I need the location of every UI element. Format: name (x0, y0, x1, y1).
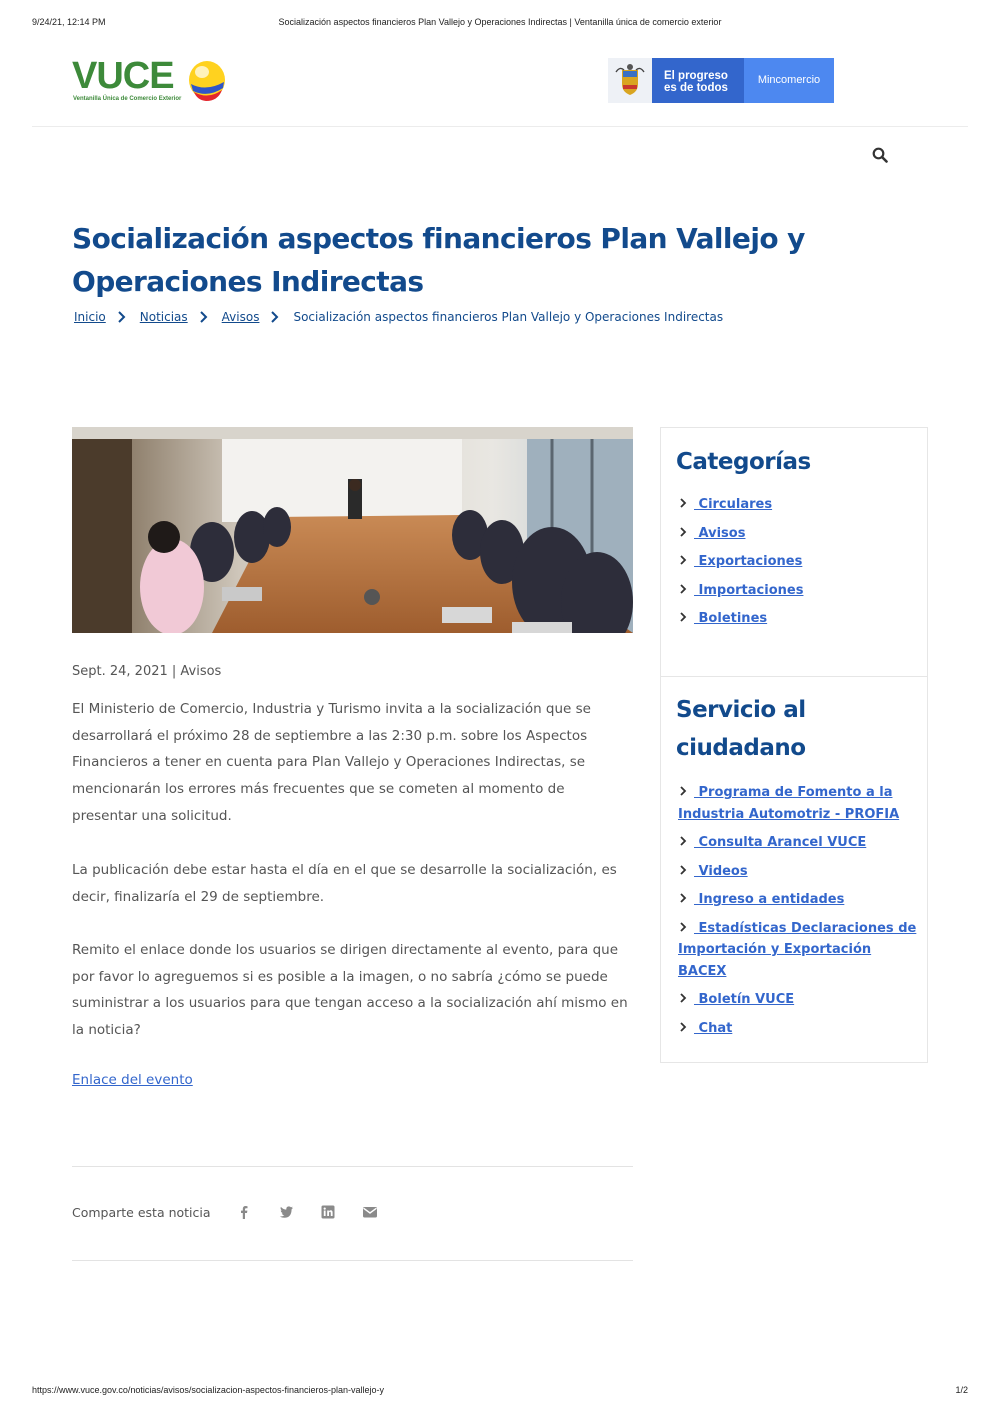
breadcrumb-home-link[interactable]: Inicio (74, 310, 106, 324)
chevron-right-icon (678, 1022, 688, 1032)
gov-progress-badge (652, 58, 744, 103)
chevron-right-icon (678, 893, 688, 903)
event-link[interactable]: Enlace del evento (72, 1072, 193, 1088)
print-header (32, 17, 968, 31)
service-item[interactable] (678, 918, 923, 983)
print-footer (32, 1385, 968, 1399)
print-title: Socialización aspectos financieros Plan Vallejo y Operaciones Indirectas | Ventanilla única de comercio exterior (278, 17, 722, 27)
chevron-right-icon (678, 612, 688, 622)
chevron-right-icon (266, 310, 286, 324)
chevron-right-icon (678, 836, 688, 846)
share-label: Comparte esta noticia (72, 1205, 211, 1220)
chevron-right-icon (678, 527, 688, 537)
service-heading: Servicio al ciudadano (676, 697, 806, 761)
mincomercio-label[interactable]: Mincomercio (744, 58, 834, 103)
chevron-right-icon (678, 498, 688, 508)
print-date: 9/24/21, 12:14 PM (32, 17, 106, 27)
facebook-icon (236, 1204, 252, 1220)
service-list (678, 782, 923, 1046)
chevron-right-icon (678, 584, 688, 594)
linkedin-icon (320, 1204, 336, 1220)
sidebar (660, 427, 928, 1063)
page-title: Socialización aspectos financieros Plan Vallejo y Operaciones Indirectas (72, 222, 805, 298)
service-item[interactable] (678, 861, 923, 883)
print-url: https://www.vuce.gov.co/noticias/avisos/socializacion-aspectos-financieros-plan-vallejo-y (32, 1385, 384, 1395)
article-meta: Sept. 24, 2021 | Avisos (72, 664, 222, 679)
service-item[interactable] (678, 1018, 923, 1040)
category-link-boletines[interactable]: Boletines (694, 611, 768, 626)
logo-subtitle: Ventanilla Única de Comercio Exterior (73, 96, 182, 102)
article-paragraph-2: La publicación debe estar hasta el día en el que se desarrolle la socialización, es decir, finalizaría el 29 de septiembre. (72, 862, 617, 905)
service-item[interactable] (678, 782, 923, 825)
sidebar-divider (661, 676, 927, 677)
categories-heading: Categorías (676, 449, 811, 475)
article-paragraph-3: Remito el enlace donde los usuarios se dirigen directamente al evento, para que por favor lo agreguemos si es posible a la imagen, o no sabría ¿cómo se puede suministrar a los usuarios para que tengan acceso a la socialización ahí mismo en la noticia? (72, 942, 628, 1039)
chevron-right-icon (113, 310, 133, 324)
category-item[interactable] (678, 494, 923, 516)
colombia-shield-icon (608, 58, 652, 103)
categories-list (678, 494, 923, 637)
gov-progress-line2: es de todos (664, 82, 728, 94)
linkedin-share-button[interactable] (320, 1204, 336, 1220)
search-button[interactable] (872, 147, 890, 165)
envelope-icon (362, 1204, 378, 1220)
header-divider (32, 126, 968, 127)
share-divider-bottom (72, 1260, 633, 1261)
twitter-icon (278, 1204, 294, 1220)
service-item[interactable] (678, 832, 923, 854)
gov-progress-line1: El progreso (664, 70, 728, 82)
category-link-circulares[interactable]: Circulares (694, 497, 773, 512)
chevron-right-icon (678, 993, 688, 1003)
service-item[interactable] (678, 989, 923, 1011)
category-item[interactable] (678, 551, 923, 573)
facebook-share-button[interactable] (236, 1204, 252, 1220)
chevron-right-icon (678, 555, 688, 565)
logo-text: VUCE (72, 55, 174, 97)
service-link-videos[interactable]: Videos (694, 863, 748, 879)
print-page-number: 1/2 (955, 1385, 968, 1395)
service-link-ingreso[interactable]: Ingreso a entidades (694, 892, 845, 907)
vuce-logo[interactable] (72, 56, 228, 106)
chevron-right-icon (195, 310, 215, 324)
search-icon (872, 147, 888, 163)
category-link-importaciones[interactable]: Importaciones (694, 582, 804, 598)
service-link-profia[interactable]: Programa de Fomento a la Industria Automotriz - PROFIA (678, 785, 900, 822)
service-link-chat[interactable]: Chat (694, 1020, 733, 1036)
breadcrumb (74, 308, 723, 326)
category-item[interactable] (678, 523, 923, 545)
breadcrumb-current: Socialización aspectos financieros Plan Vallejo y Operaciones Indirectas (293, 310, 724, 324)
article-hero-image (72, 427, 633, 633)
category-link-exportaciones[interactable]: Exportaciones (694, 554, 803, 569)
service-link-bacex[interactable]: Estadísticas Declaraciones de Importación y Exportación BACEX (678, 920, 917, 979)
article-paragraph-1: El Ministerio de Comercio, Industria y Turismo invita a la socialización que se desarrollará el próximo 28 de septiembre a las 2:30 p.m. sobre los Aspectos Financieros a tener en cuenta para Plan Vallejo y Operaciones Indirectas, se mencionarán los errores más frecuentes que se cometen al momento de presentar una solicitud. (72, 701, 591, 824)
chevron-right-icon (678, 786, 688, 796)
category-item[interactable] (678, 608, 923, 630)
category-item[interactable] (678, 580, 923, 602)
colombia-flag-emblem-icon (186, 58, 228, 104)
government-banner[interactable] (608, 58, 834, 103)
breadcrumb-news-link[interactable]: Noticias (139, 310, 188, 324)
breadcrumb-notices-link[interactable]: Avisos (221, 310, 260, 324)
service-link-boletin[interactable]: Boletín VUCE (694, 992, 795, 1007)
chevron-right-icon (678, 922, 688, 932)
twitter-share-button[interactable] (278, 1204, 294, 1220)
service-item[interactable] (678, 889, 923, 911)
share-divider-top (72, 1166, 633, 1167)
service-link-arancel[interactable]: Consulta Arancel VUCE (694, 835, 867, 850)
chevron-right-icon (678, 865, 688, 875)
email-share-button[interactable] (362, 1204, 378, 1220)
category-link-avisos[interactable]: Avisos (694, 525, 746, 541)
